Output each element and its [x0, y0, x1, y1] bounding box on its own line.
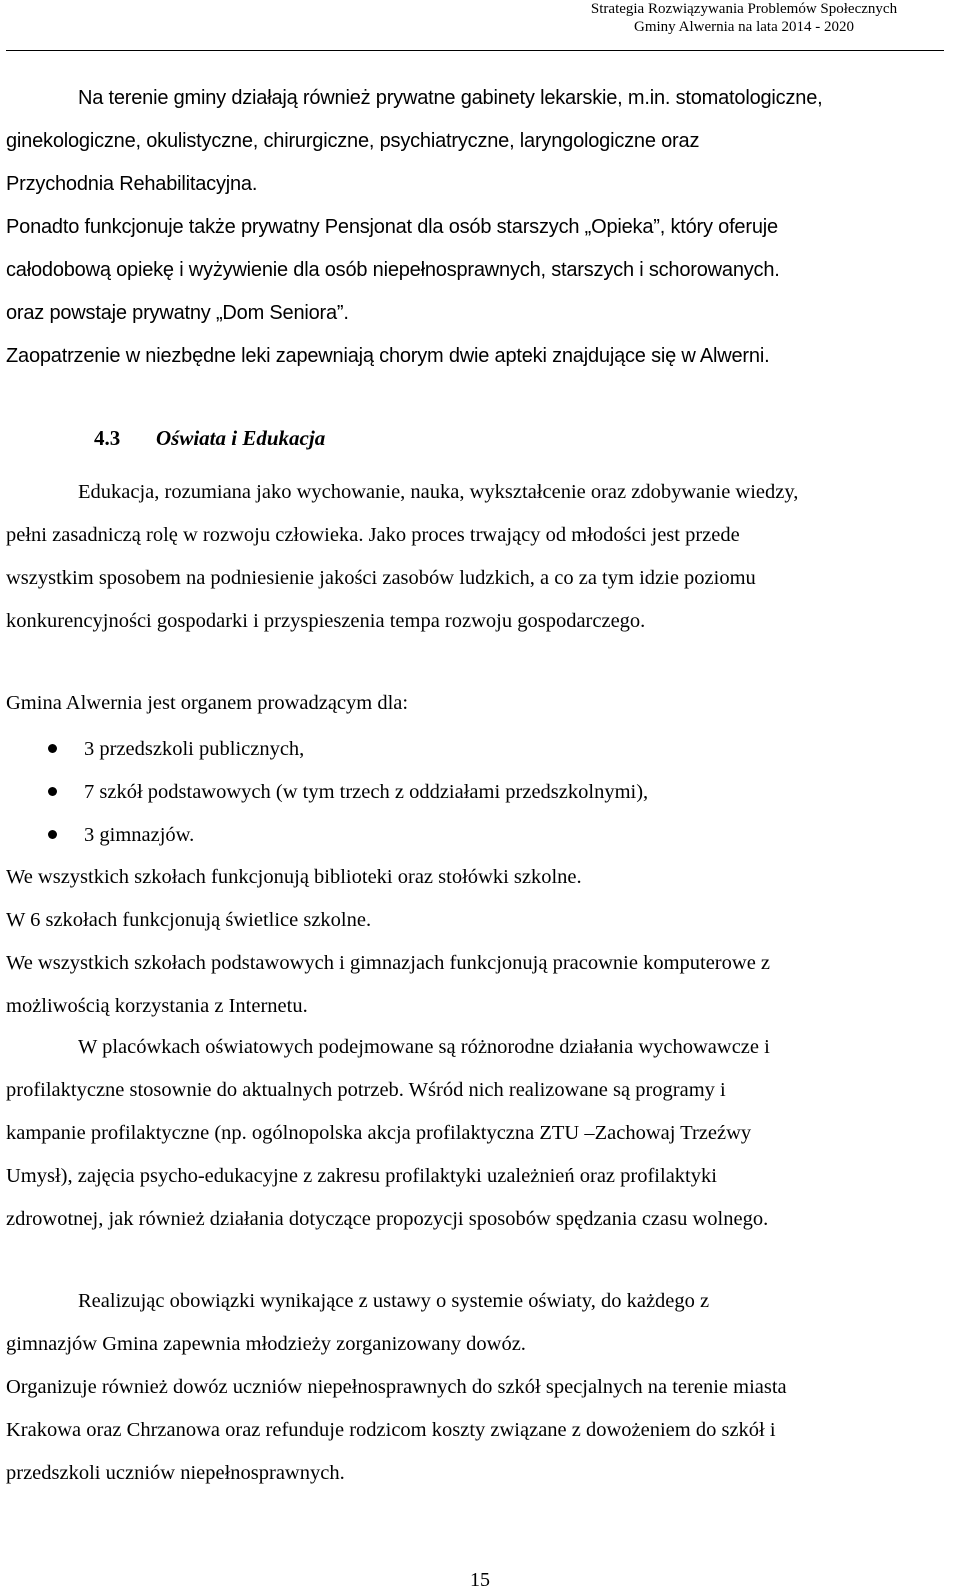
health-paragraph-pharmacies: Zaopatrzenie w niezbędne leki zapewniają chorym dwie apteki znajdujące się w Alwerni.: [6, 345, 770, 367]
health-paragraph-private-clinics: Na terenie gminy działają również prywatne gabinety lekarskie, m.in. stomatologiczne, ginekologiczne, okulistyczne, chirurgiczne, psychiatryczne, laryngologiczne oraz Przychodnia Rehabilitacyjna.: [6, 87, 823, 195]
list-item: 3 przedszkoli publicznych,: [6, 728, 648, 771]
education-lead-line: Gmina Alwernia jest organem prowadzącym dla:: [6, 692, 409, 714]
section-title: Oświata i Edukacja: [156, 426, 326, 450]
section-heading: [94, 420, 325, 456]
list-item: 3 gimnazjów.: [6, 814, 648, 857]
list-item: 7 szkół podstawowych (w tym trzech z oddziałami przedszkolnymi),: [6, 771, 648, 814]
header-line-1: Strategia Rozwiązywania Problemów Społecznych: [590, 1, 898, 17]
education-prevention-paragraph: W placówkach oświatowych podejmowane są różnorodne działania wychowawcze i profilaktyczne stosownie do aktualnych potrzeb. Wśród nich realizowane są programy i kampanie profilaktyczne (np. ogólnopolska akcja profilaktyczna ZTU –Zachowaj Trzeźwy Umysł), zajęcia psycho-edukacyjne z zakresu profilaktyki uzależnień oraz profilaktyki zdrowotnej, jak również działania dotyczące propozycji sposobów spędzania czasu wolnego.: [6, 1036, 770, 1230]
section-number: 4.3: [94, 426, 121, 450]
bullet-icon: [48, 787, 57, 796]
education-intro-paragraph: Edukacja, rozumiana jako wychowanie, nauka, wykształcenie oraz zdobywanie wiedzy, pełni zasadniczą rolę w rozwoju człowieka. Jako proces trwający od młodości jest przede wszystkim sposobem na podniesienie jakości zasobów ludzkich, a co za tym idzie poziomu konkurencyjności gospodarki i przyspieszenia tempa rozwoju gospodarczego.: [6, 481, 799, 632]
header-divider: [6, 50, 944, 51]
header-line-2: Gminy Alwernia na lata 2014 - 2020: [634, 19, 854, 35]
schools-bullet-list: [6, 728, 648, 857]
education-transport-paragraph: Realizując obowiązki wynikające z ustawy o systemie oświaty, do każdego z gimnazjów Gmina zapewnia młodzieży zorganizowany dowóz. Organizuje również dowóz uczniów niepełnosprawnych do szkół specjalnych na terenie miasta Krakowa oraz Chrzanowa oraz refunduje rodzicom koszty związane z dowożeniem do szkół i przedszkoli uczniów niepełnosprawnych.: [6, 1290, 787, 1484]
bullet-icon: [48, 744, 57, 753]
bullet-icon: [48, 830, 57, 839]
health-paragraph-pension: Ponadto funkcjonuje także prywatny Pensjonat dla osób starszych „Opieka”, który oferuje całodobową opiekę i wyżywienie dla osób niepełnosprawnych, starszych i schorowanych. oraz powstaje prywatny „Dom Seniora”.: [6, 216, 780, 324]
running-header: [544, 0, 944, 36]
education-facilities-paragraph: We wszystkich szkołach funkcjonują biblioteki oraz stołówki szkolne. W 6 szkołach funkcjonują świetlice szkolne. We wszystkich szkołach podstawowych i gimnazjach funkcjonują pracownie komputerowe z możliwością korzystania z Internetu.: [6, 866, 771, 1017]
page-number: 15: [470, 1569, 490, 1591]
